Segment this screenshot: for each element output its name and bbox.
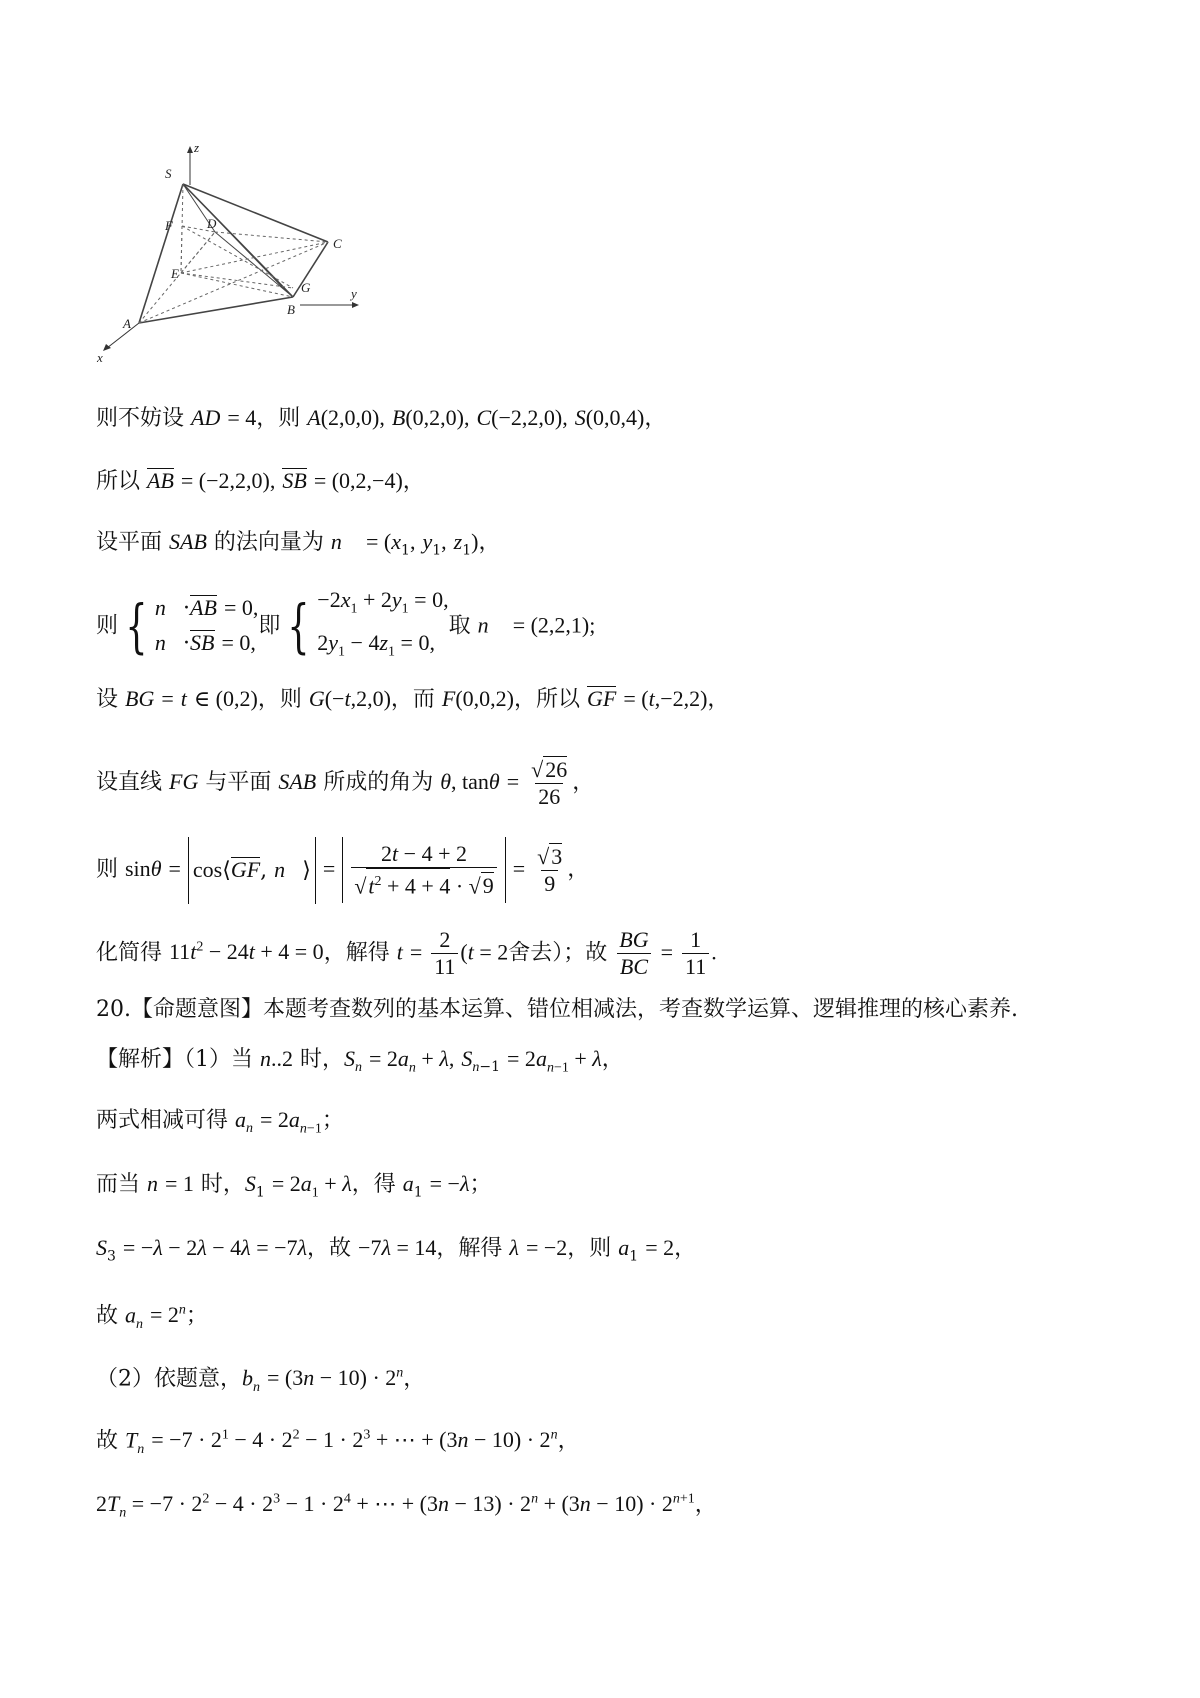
- text-line-7: 则 sinθ = cos⟨GF, n⃗⟩ = $\frac{2t - 4 + 2}{√t^2 + 4 + 4 \cdot √9}$ = $\frac{√3}{9}$ ，: [96, 836, 589, 904]
- text-line-2: 所以 AB = (−2,2,0), SB = (0,2,−4)，: [96, 468, 425, 494]
- edge-AB: [139, 297, 293, 323]
- text-line-3: 设平面 SAB 的法向量为 n⃗ = ($x_1$, $y_1$, $z_1$)，: [96, 529, 501, 559]
- pyramid-figure: [95, 140, 395, 370]
- text-line-6: 设直线 FG 与平面 SAB 所成的角为 θ, tanθ = $\frac{√26}{26}$ ，: [96, 757, 595, 809]
- text-line-14: 故 $a_n = 2^n$；: [96, 1302, 208, 1332]
- label-F: F: [165, 218, 173, 233]
- label-x: x: [97, 350, 103, 365]
- text-line-5: 设 BG = t ∈ (0,2)，则 G(−t,2,0)，而 F(0,0,2)，所以 GF = (t,−2,2)，: [96, 686, 730, 712]
- text-line-9: 20.【命题意图】本题考查数列的基本运算、错位相减法，考查数学运算、逻辑推理的核心素养.: [96, 997, 1018, 1022]
- text-line-11: 两式相减可得 $a_n = 2a_{n-1}$；: [96, 1107, 344, 1137]
- text-line-8: 化简得 $11t^2 - 24t + 4 = 0$，解得 t = $\frac{2}{11}$ (t = 2舍去）；故 $\frac{BG}{BC}$ = $\frac{1}{11}$ .: [96, 926, 717, 979]
- text-line-1: 则不妨设 AD = 4，则 A(2,0,0), B(0,2,0), C(−2,2,0), S(0,0,4)，: [96, 405, 667, 431]
- text-line-12: 而当 n = 1 时，$S_1 = 2a_1 + \lambda$，得 $a_1 = -\lambda$；: [96, 1171, 492, 1201]
- edge-AC: [139, 242, 328, 323]
- z-arrow: [187, 146, 193, 153]
- edge-SA: [139, 184, 183, 323]
- text-line-15: （2）依题意，$b_n = (3n - 10) \cdot 2^n$，: [96, 1365, 426, 1395]
- edge-SC: [183, 184, 328, 242]
- label-C: C: [333, 236, 342, 251]
- text-line-16: 故 $T_n = -7 \cdot 2^1 - 4 \cdot 2^2 - 1 \cdot 2^3$ + ⋯ + $(3n - 10) \cdot 2^n$，: [96, 1427, 580, 1457]
- edge-BC: [293, 242, 328, 297]
- text-line-10: 【解析】（1）当 n..2 时，$S_n = 2a_n + \lambda$, $S_{n-1} = 2a_{n-1} + \lambda$，: [96, 1046, 624, 1076]
- label-D: D: [207, 216, 217, 231]
- label-y: y: [351, 286, 357, 301]
- label-S: S: [165, 166, 172, 181]
- label-B: B: [287, 302, 295, 317]
- text-line-17: $2T_n = -7 \cdot 2^2 - 4 \cdot 2^3 - 1 \cdot 2^4$ + ⋯ + $(3n - 13) \cdot 2^n + (3n - 10) \cdot 2^{n+1}$，: [96, 1491, 717, 1521]
- edge-EB: [181, 273, 293, 297]
- text-line-4: 则 { n⃗·AB = 0, n⃗·SB = 0, 即 { $-2x_1 + 2y_1 = 0$, $2y_1 - 4z_1 = 0$, 取 n⃗ = (2,2,1);: [96, 587, 596, 661]
- label-A: A: [123, 316, 131, 331]
- edge-DB: [215, 232, 293, 297]
- edge-FE: [181, 226, 182, 273]
- label-G: G: [301, 280, 311, 295]
- label-z: z: [194, 140, 200, 155]
- y-arrow: [352, 302, 359, 308]
- text-line-13: $S_3 = -\lambda - 2\lambda - 4\lambda = -7\lambda$，故 −7λ = 14，解得 λ = −2，则 $a_1 = 2$，: [96, 1235, 697, 1265]
- edge-FG: [182, 226, 293, 288]
- x-arrow: [103, 344, 111, 351]
- label-E: E: [171, 266, 179, 281]
